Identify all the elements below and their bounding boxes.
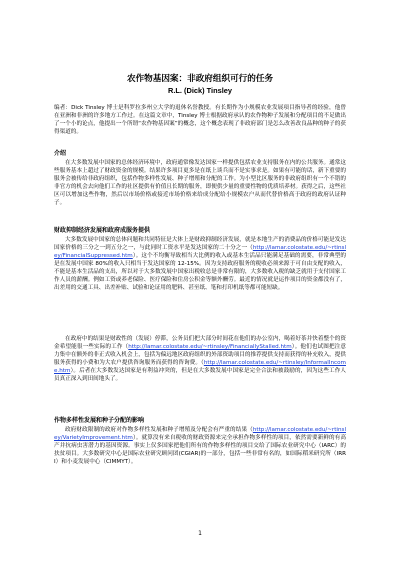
variety-improvement-link[interactable]: http://lamar.colostate.edu/~rtinsley/VarietyImprovement.htm [54,427,346,441]
editor-note [54,104,346,136]
finance-paragraph-1 [54,236,346,292]
finance-text-2: 在政府中的结果是财政性的（发展）停滞，公务员们把大部分时间花在他们的办公室内，喝着好茶并快着整个的资金希望能很一些实际的工作（ [54,336,346,350]
document-title: 农作物基因案：非政府组织可行的任务 [126,74,274,84]
finance-text-1b: ）。这个不均衡导致相当大比例的收入或基本生活品只能满足基础的需要，非常典型的是在发展中国家 80%的收入只相当于发达国家的 12-15%。因为支持政府服务的税收必须来源于可自由支配的收入，不能是基本生活品的支出，所以对于大多数发展中国家出税收总是非常有限的，大多数收入税的缺乏就用于支付国家工作人员的薪酬。例如工资或养老保险、医疗保险和住房公积金等额外酬劳。最近的情况就是运作项目的资金都没有了，出差用的交通工具、出差补贴、试验和论证用的肥料、甚至纸、笔和打印机纸等都可能短缺。 [54,253,346,291]
section-heading-diversity: 作物多样性发展和种子分配的影响 [54,417,145,424]
financially-stalled-link[interactable]: http://lamar.colostate.edu/~rtinsley/FinanciallyStalled.htm [128,344,292,350]
diversity-paragraph [54,426,346,466]
diversity-text-b: ）。就算没有来自税收的财政资源来完全承担作物多样性的项目，依然需要新鲜的有高产并抗病虫害潜力的基因资源。事实上仅多国家把他们所有的作物多样性的项目交给了国际农业研究中心（IARC）的扶贫项目。大多数研究中心是国际农业研究顾问团(CGIAR)的一部分，包括一些非常有名的，如国际稻米研究所（IRRI）和小麦发展中心（CIMMYT）。 [54,435,346,465]
intro-text: 在大多数发展中国家的总体经济环境中，政府通常像发达国家一样提供包括农业支持服务在内的公共服务。通常这些服务基本上超过了财政资金的规模。结果许多项目更多是在纸上谈兵而不是实事求是。如果有可能的话，新下重要的服务会被传给非政府组织，包括作物多样性发展、种子增殖和分配的工作。为小型比区服务的非政府组织有一个不错的非官方的机会去向他们工作的社区提供有价值且长期的服务，即便供少量的重要性物的优质培养材。获得之后，这些社区可以增加这些作物，然后以市场价格或接近市场价格来给成分配给小规模农户从而代替价格高于政府的政府认证种子。 [54,160,346,206]
finance-text-2c: ）。后者在大多数发达国家是有利益冲突的，但是在大多数发展中国家是完全合法和被鼓励的，因为这些工作人员真正深入到田间地头了。 [54,368,346,382]
diversity-text: 政府财政限制的政府对作物多样性发展和种子增殖及分配会有严重的结果（ [65,427,253,433]
financial-suppressed-link[interactable]: http://lamar.colostate.edu/~rtinsley/FinancialSuppressed.htm [54,245,346,259]
section-heading-finance: 财政抑制经济发展和政府成服务提供 [54,227,151,234]
section-heading-intro: 介绍 [54,150,67,157]
page-number: 1 [198,530,202,537]
informal-income-link[interactable]: http://lamar.colostate.edu/~rtinsley/InformalIncome.htm [54,360,346,374]
finance-text-2b: ）。他们也试图把注意力集中在额外的非正式收入机会上，包括为偏远地区政府组织的外部资助项目的推荐提供支持而获得的补充收入，提供服务获得的小费和为大农户提供咨询服务而获得的咨询费。 [54,344,346,366]
editor-note-text: 编者：Dick Tinsley 博士是科罗拉多州立大学的退休名誉教授。有长期作为小规模农业发展项目指导者的经验，他曾在亚洲和非洲的许多地方工作过。在这篇文章中，Tinsley 博士根据政府承认的农作物种子发展和分配项目的不足做出了一个小的论点，他提出一个所谓“农作物基因案”的概念，这个概念表现了非政府部门是怎么改善改良品种的种子的获得渠道的。 [54,105,346,135]
intro-paragraph [54,159,346,207]
finance-text-1: 大多数发展中国家的总体问题和共同特征是大体上是财政抑制经济发展，就是本地生产的消费品的价格可能是发达国家价格的三分之一到五分之一，与此同时工资水平是发达国家的二十分之一（ [54,237,346,251]
finance-paragraph-2: 在政府中的结果是财政性的（发展）停滞，公务员们把大部分时间花在他们的办公室内，喝着好茶并快着整个的资金希望能很一些实际的工作（http://lamar.colostate.edu/~rtinsley/FinanciallyStalled.htm）。他们也试图把注意力集中在额外的非正式收入机会上，包括为偏远地区政府组织的外部资助项目的推荐提供支持而获得的补充收入，提供服务获得的小费和为大农户提供咨询服务而获得的咨询费。（http://lamar.colostate.edu/~rtinsley/InformalIncome.htm）。后者在大多数发达国家是有利益冲突的，但是在大多数发展中国家是完全合法和被鼓励的，因为这些工作人员真正深入到田间地头了。 [54,336,346,382]
document-author: R.L. (Dick) Tinsley [168,86,232,95]
